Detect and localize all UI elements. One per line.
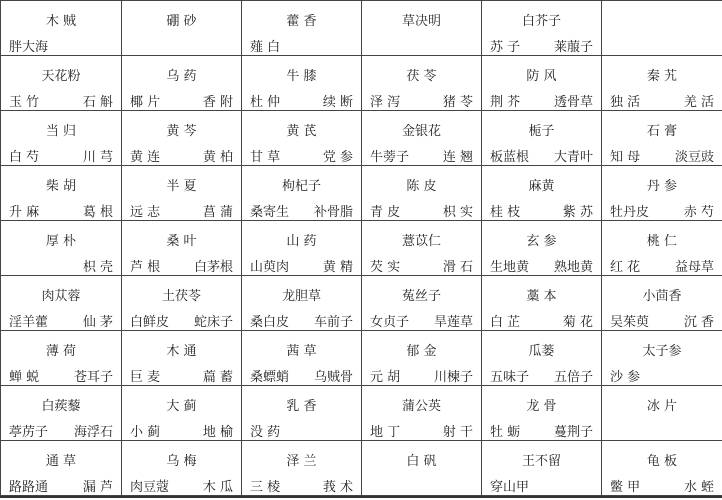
- table-cell: [602, 441, 722, 496]
- herb-left: 黄 连: [130, 150, 161, 165]
- table-cell: [0, 166, 122, 221]
- herb-title: 瓜蒌: [528, 344, 555, 359]
- table-cell: [602, 221, 722, 276]
- herb-title: 枸杞子: [281, 179, 321, 194]
- herb-right: 续 断: [322, 95, 353, 110]
- table-cell: [242, 441, 362, 496]
- herb-title: 陈 皮: [406, 179, 437, 194]
- herb-left: 小 蓟: [130, 425, 161, 440]
- herb-title: 白芥子: [521, 14, 561, 29]
- herb-title: 厚 朴: [45, 234, 77, 249]
- table-cell: [0, 221, 122, 276]
- herb-title: 乌 药: [166, 69, 197, 84]
- table-cell: [362, 331, 482, 386]
- herb-pair: [610, 201, 714, 220]
- herb-pair: [130, 476, 233, 495]
- herb-title: 桑 叶: [166, 234, 197, 249]
- herb-left: 甘 草: [250, 150, 281, 165]
- herb-title: 柴 胡: [45, 179, 77, 194]
- herb-title: 龟 板: [646, 454, 678, 469]
- table-cell: [0, 0, 122, 56]
- herb-title: 石 膏: [646, 124, 678, 139]
- table-cell: [362, 56, 482, 111]
- table-cell: [482, 441, 602, 496]
- table-cell: [122, 56, 242, 111]
- herb-right: 海浮石: [73, 425, 113, 440]
- herb-right: 透骨草: [553, 95, 593, 110]
- herb-pair: [490, 421, 593, 440]
- herb-right: 莪 术: [322, 480, 353, 495]
- herb-title: 肉苁蓉: [41, 289, 81, 304]
- table-cell: [122, 331, 242, 386]
- herb-right: 萹 蓄: [202, 370, 233, 385]
- herb-left: 地 丁: [370, 425, 401, 440]
- herb-pair: [610, 366, 714, 385]
- herb-pair: [130, 91, 233, 110]
- herb-title: 龙胆草: [281, 289, 321, 304]
- herb-pair: [250, 366, 353, 385]
- table-cell: [362, 221, 482, 276]
- herb-pair: [250, 36, 353, 55]
- herb-pair: [130, 146, 233, 165]
- herb-left: 白 芍: [9, 150, 40, 165]
- herb-pair: [9, 476, 113, 495]
- herb-left: 蝉 蜕: [9, 370, 40, 385]
- herb-left: 没 药: [250, 425, 281, 440]
- herb-pair: [250, 91, 353, 110]
- herb-right: 川 芎: [82, 150, 113, 165]
- herb-left: 泽 泻: [370, 95, 401, 110]
- herb-title: 黄 芪: [286, 124, 317, 139]
- herb-left: 葶苈子: [9, 425, 49, 440]
- herb-pair: [490, 311, 593, 330]
- herb-pair: [490, 91, 593, 110]
- herb-left: 吴茱萸: [610, 315, 650, 330]
- herb-left: 穿山甲: [490, 480, 530, 495]
- table-cell: [602, 276, 722, 331]
- table-cell: [0, 56, 122, 111]
- herb-title: 大 蓟: [166, 399, 197, 414]
- table-cell: [482, 276, 602, 331]
- herb-left: 知 母: [610, 150, 641, 165]
- herb-right: 川楝子: [433, 370, 473, 385]
- herb-left: 玉 竹: [9, 95, 40, 110]
- herb-pair: [250, 201, 353, 220]
- table-cell: [0, 331, 122, 386]
- herb-right: 大青叶: [553, 150, 593, 165]
- herb-pair: [610, 91, 714, 110]
- herb-right: 白茅根: [193, 260, 233, 275]
- herb-right: 水 蛭: [683, 480, 714, 495]
- herb-left: 桑寄生: [250, 205, 290, 220]
- herb-left: 淫羊藿: [9, 315, 49, 330]
- herb-pair: [130, 421, 233, 440]
- table-cell: [602, 386, 722, 441]
- herb-left: 巨 麦: [130, 370, 161, 385]
- table-cell: [362, 441, 482, 496]
- herb-left: 杜 仲: [250, 95, 281, 110]
- table-cell: [482, 386, 602, 441]
- herb-title: 白蒺藜: [41, 399, 81, 414]
- herb-right: 沉 香: [683, 315, 714, 330]
- table-cell: [242, 221, 362, 276]
- herb-left: 胖大海: [9, 40, 49, 55]
- herb-left: 桑螵蛸: [250, 370, 290, 385]
- herb-title: 秦 艽: [646, 69, 678, 84]
- herb-title: 茯 苓: [406, 69, 437, 84]
- herb-right: 党 参: [322, 150, 353, 165]
- herb-right: 旱莲草: [433, 315, 473, 330]
- table-cell: [122, 276, 242, 331]
- herb-pair: [9, 256, 113, 275]
- herb-left: 椰 片: [130, 95, 161, 110]
- herb-title: 当 归: [45, 124, 77, 139]
- herb-right: 连 翘: [442, 150, 473, 165]
- table-cell: [0, 111, 122, 166]
- herb-right: 益母草: [674, 260, 714, 275]
- herb-title: 蒲公英: [401, 399, 441, 414]
- herb-title: 泽 兰: [286, 454, 317, 469]
- herb-title: 木 通: [166, 344, 197, 359]
- herb-left: 板蓝根: [490, 150, 530, 165]
- table-cell: [0, 386, 122, 441]
- herb-title: 通 草: [45, 454, 77, 469]
- herb-left: 红 花: [610, 260, 641, 275]
- herb-right: 菊 花: [562, 315, 593, 330]
- table-cell: [122, 221, 242, 276]
- herb-right: 香 附: [202, 95, 233, 110]
- table-cell: [0, 276, 122, 331]
- herb-pair: [250, 256, 353, 275]
- herb-pair: [9, 201, 113, 220]
- herb-pair: [9, 91, 113, 110]
- herb-title: 白 矾: [406, 454, 437, 469]
- herb-right: 漏 芦: [82, 480, 113, 495]
- herb-left: 芦 根: [130, 260, 161, 275]
- table-cell: [122, 386, 242, 441]
- table-cell: [602, 56, 722, 111]
- herb-title: 丹 参: [646, 179, 678, 194]
- herb-left: 路路通: [9, 480, 49, 495]
- table-cell: [602, 331, 722, 386]
- table-cell: [482, 331, 602, 386]
- herb-title: 茜 草: [286, 344, 317, 359]
- herb-pair: [250, 421, 353, 440]
- herb-title: 藿 香: [286, 14, 317, 29]
- herb-pair: [250, 476, 353, 495]
- herb-left: 青 皮: [370, 205, 401, 220]
- herb-right: 地 榆: [202, 425, 233, 440]
- herb-left: 升 麻: [9, 205, 40, 220]
- herb-left: 独 活: [610, 95, 641, 110]
- herb-right: 补骨脂: [313, 205, 353, 220]
- table-cell: [242, 331, 362, 386]
- herb-left: 山萸肉: [250, 260, 290, 275]
- table-cell: [242, 166, 362, 221]
- herb-pair: [370, 366, 473, 385]
- herb-left: 芡 实: [370, 260, 401, 275]
- table-cell: [482, 0, 602, 56]
- herb-right: 葛 根: [82, 205, 113, 220]
- herb-left: 沙 参: [610, 370, 641, 385]
- herb-title: 土茯苓: [161, 289, 201, 304]
- table-cell: [242, 276, 362, 331]
- table-cell: [482, 221, 602, 276]
- herb-pair: [9, 421, 113, 440]
- table-cell: [122, 166, 242, 221]
- herb-title: 草决明: [401, 14, 441, 29]
- herb-right: 车前子: [313, 315, 353, 330]
- herb-pair: [490, 146, 593, 165]
- herb-right: 猪 苓: [442, 95, 473, 110]
- herb-title: 薏苡仁: [401, 234, 441, 249]
- herb-left: 薤 白: [250, 40, 281, 55]
- herb-right: 羌 活: [683, 95, 714, 110]
- herb-left: 桑白皮: [250, 315, 290, 330]
- herb-title: 太子参: [642, 344, 682, 359]
- herb-pair: [370, 421, 473, 440]
- herb-right: 莱菔子: [553, 40, 593, 55]
- herb-pair: [250, 146, 353, 165]
- herb-pair: [610, 476, 714, 495]
- herb-title: 薄 荷: [45, 344, 77, 359]
- herb-right: 苍耳子: [73, 370, 113, 385]
- herb-pair: [9, 366, 113, 385]
- herb-title: 冰 片: [646, 399, 678, 414]
- herb-left: 五味子: [490, 370, 530, 385]
- herb-right: 枳 壳: [82, 260, 113, 275]
- herb-right: 淡豆豉: [674, 150, 714, 165]
- herb-pair: [9, 146, 113, 165]
- herb-pair: [130, 256, 233, 275]
- herb-left: 远 志: [130, 205, 161, 220]
- herb-right: 菖 蒲: [202, 205, 233, 220]
- herb-right: 射 干: [442, 425, 473, 440]
- herb-pair: [490, 201, 593, 220]
- herb-title: 藁 本: [526, 289, 557, 304]
- herb-title: 硼 砂: [166, 14, 197, 29]
- herb-pair: [9, 36, 113, 55]
- table-cell: [242, 386, 362, 441]
- herb-title: 半 夏: [166, 179, 197, 194]
- herb-right: 乌贼骨: [313, 370, 353, 385]
- herb-left: 鳖 甲: [610, 480, 641, 495]
- herb-pair: [490, 366, 593, 385]
- table-cell: [122, 111, 242, 166]
- herb-title: 金银花: [401, 124, 441, 139]
- herb-title: 玄 参: [526, 234, 557, 249]
- herb-title: 王不留: [521, 454, 561, 469]
- herb-right: 黄 柏: [202, 150, 233, 165]
- table-cell: [362, 276, 482, 331]
- table-cell: [482, 56, 602, 111]
- herb-right: 木 瓜: [202, 480, 233, 495]
- herb-title: 麻黄: [528, 179, 555, 194]
- herb-left: 牡丹皮: [610, 205, 650, 220]
- table-cell: [122, 441, 242, 496]
- herb-right: 黄 精: [322, 260, 353, 275]
- herb-pair: [370, 91, 473, 110]
- herb-left: 元 胡: [370, 370, 401, 385]
- table-cell: [362, 166, 482, 221]
- herb-pair: [610, 311, 714, 330]
- table-cell: [602, 111, 722, 166]
- herb-left: 荆 芥: [490, 95, 521, 110]
- herb-left: 白 芷: [490, 315, 521, 330]
- herb-left: 生地黄: [490, 260, 530, 275]
- table-cell: [0, 441, 122, 496]
- herb-right: 熟地黄: [553, 260, 593, 275]
- herb-right: 赤 芍: [683, 205, 714, 220]
- table-cell: [242, 111, 362, 166]
- herb-left: 苏 子: [490, 40, 521, 55]
- table-cell: [362, 386, 482, 441]
- herb-right: 滑 石: [442, 260, 473, 275]
- herb-title: 山 药: [286, 234, 317, 249]
- herb-right: 紫 苏: [562, 205, 593, 220]
- herb-title: 乳 香: [286, 399, 317, 414]
- herb-right: 石 斛: [82, 95, 113, 110]
- table-cell: [362, 111, 482, 166]
- herb-left: 桂 枝: [490, 205, 521, 220]
- herb-pair: [130, 311, 233, 330]
- table-cell: [602, 0, 722, 56]
- herb-right: 蛇床子: [193, 315, 233, 330]
- herb-title: 天花粉: [41, 69, 81, 84]
- table-cell: [242, 0, 362, 56]
- herb-right: 枳 实: [442, 205, 473, 220]
- table-cell: [482, 111, 602, 166]
- herb-pair: [250, 311, 353, 330]
- herb-right: 仙 茅: [82, 315, 113, 330]
- herb-pair: [490, 476, 593, 495]
- herb-title: 牛 膝: [286, 69, 317, 84]
- herb-left: 女贞子: [370, 315, 410, 330]
- herb-left: 肉豆蔻: [130, 480, 170, 495]
- herb-pair: [370, 146, 473, 165]
- herb-pair: [610, 146, 714, 165]
- herb-pair: [490, 256, 593, 275]
- herb-title: 郁 金: [406, 344, 437, 359]
- herb-title: 乌 梅: [166, 454, 197, 469]
- herb-title: 木 贼: [45, 14, 77, 29]
- herb-left: 三 棱: [250, 480, 281, 495]
- herb-pair: [370, 256, 473, 275]
- herb-right: 五倍子: [553, 370, 593, 385]
- herb-title: 菟丝子: [401, 289, 441, 304]
- table-cell: [242, 56, 362, 111]
- herb-title: 防 风: [526, 69, 557, 84]
- herb-title: 小茴香: [642, 289, 682, 304]
- herb-pair: [130, 366, 233, 385]
- table-cell: [602, 166, 722, 221]
- herb-left: 白鲜皮: [130, 315, 170, 330]
- herb-title: 栀子: [528, 124, 555, 139]
- herb-pair: [130, 201, 233, 220]
- table-cell: [122, 0, 242, 56]
- herb-pair: [490, 36, 593, 55]
- herb-pair: [370, 311, 473, 330]
- herb-title: 桃 仁: [646, 234, 678, 249]
- herb-right: 蔓荆子: [553, 425, 593, 440]
- table-cell: [362, 0, 482, 56]
- table-cell: [482, 166, 602, 221]
- herb-title: 龙 骨: [526, 399, 557, 414]
- herb-left: 牛蒡子: [370, 150, 410, 165]
- herb-left: 牡 蛎: [490, 425, 521, 440]
- herb-pair: [610, 256, 714, 275]
- herb-pair: [9, 311, 113, 330]
- herb-title: 黄 芩: [166, 124, 197, 139]
- herb-pair: [370, 201, 473, 220]
